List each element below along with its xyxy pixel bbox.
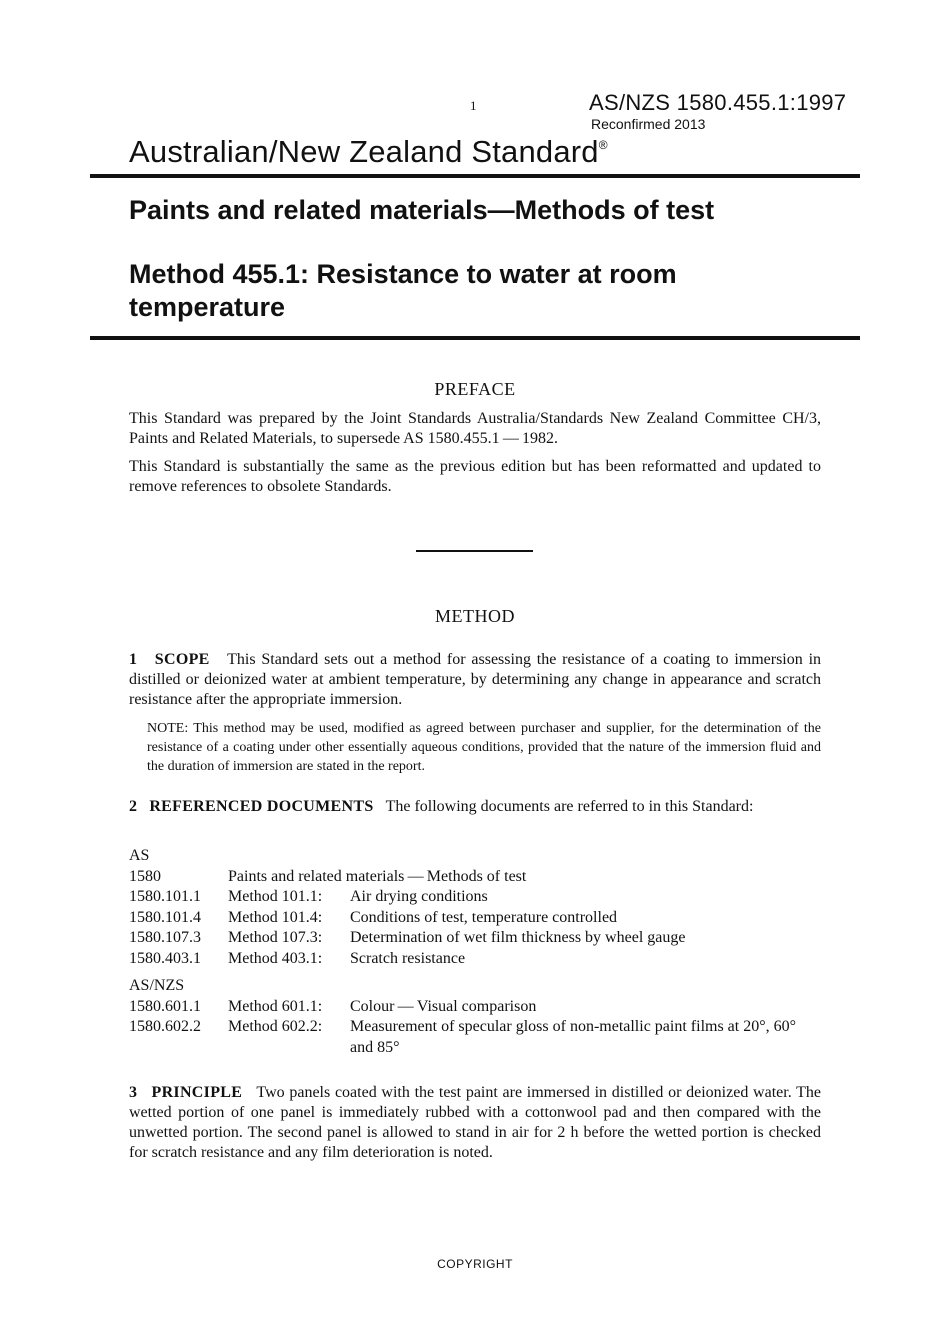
reference-method: Method 107.3: — [228, 929, 323, 946]
reference-number: 1580.602.2 — [129, 1018, 201, 1035]
references-table — [129, 846, 822, 1058]
preface-paragraph-1: This Standard was prepared by the Joint Standards Australia/Standards New Zealand Committee CH/3, Paints and Related Materials, to supersede AS 1580.455.1 — 1982. — [129, 410, 821, 447]
reference-group-as — [129, 846, 822, 969]
reference-row — [129, 997, 822, 1018]
reference-number: 1580.601.1 — [129, 997, 201, 1015]
references-number: 2 — [129, 798, 138, 815]
reference-row — [129, 887, 822, 908]
principle-heading: PRINCIPLE — [151, 1084, 243, 1101]
references-clause — [129, 797, 821, 817]
scope-clause — [129, 650, 821, 710]
reference-method: Method 601.1: — [228, 997, 323, 1015]
standard-number: AS/NZS 1580.455.1:1997 — [589, 90, 847, 115]
references-heading: REFERENCED DOCUMENTS — [149, 798, 374, 815]
title-bottom-rule — [90, 336, 860, 340]
reference-number: 1580.101.1 — [129, 888, 201, 905]
reference-group-label: AS/NZS — [129, 977, 185, 994]
section-divider — [416, 550, 533, 552]
registered-mark: ® — [598, 138, 608, 152]
document-subtitle: Method 455.1: Resistance to water at room temperature — [129, 259, 677, 322]
series-title — [129, 134, 608, 170]
preface-heading: PREFACE — [434, 379, 516, 399]
series-title-text: Australian/New Zealand Standard — [129, 134, 599, 169]
reference-number: 1580.101.4 — [129, 908, 201, 926]
reference-method: Method 101.4: — [228, 908, 323, 926]
references-text: The following documents are referred to in this Standard: — [385, 798, 754, 815]
reference-number: 1580.107.3 — [129, 929, 201, 946]
scope-text: This Standard sets out a method for assessing the resistance of a coating to immersion in distilled or deionized water at ambient temperature, by determining any change in appearance and scratch resistance after the appropriate immersion. — [129, 651, 822, 708]
reference-method: Method 602.2: — [228, 1018, 323, 1035]
method-heading: METHOD — [435, 606, 515, 626]
reference-title: Colour — Visual comparison — [350, 997, 537, 1015]
reference-number: 1580.403.1 — [129, 949, 201, 967]
reference-title: Measurement of specular gloss of non-metallic paint films at 20°, 60° and 85° — [350, 1018, 797, 1056]
reference-group-asnzs — [129, 976, 822, 1058]
document-title: Paints and related materials—Methods of test — [129, 195, 715, 225]
reference-title: Scratch resistance — [350, 949, 466, 967]
reference-row — [129, 928, 822, 949]
page-number: 1 — [470, 98, 477, 113]
principle-clause — [129, 1083, 821, 1163]
reference-title: Air drying conditions — [350, 888, 488, 905]
scope-heading: SCOPE — [154, 651, 210, 668]
scope-note: NOTE: This method may be used, modified as agreed between purchaser and supplier, for the determination of the resistance of a coating under other essentially aqueous conditions, provided that the nature of the immersion fluid and the duration of immersion are stated in the report. — [147, 721, 821, 774]
reference-number: 1580 — [129, 867, 161, 885]
reference-group-label: AS — [129, 847, 150, 864]
reference-title: Conditions of test, temperature controlled — [350, 908, 618, 926]
reconfirmed-label: Reconfirmed 2013 — [591, 116, 706, 132]
reference-method: Method 403.1: — [228, 949, 323, 967]
reference-row — [129, 867, 822, 888]
reference-row — [129, 1017, 822, 1058]
principle-number: 3 — [129, 1084, 138, 1101]
reference-method: Method 101.1: — [228, 888, 323, 905]
reference-row — [129, 949, 822, 970]
reference-title: Determination of wet film thickness by wheel gauge — [350, 929, 686, 946]
scope-number: 1 — [129, 651, 138, 668]
preface-paragraph-2: This Standard is substantially the same as the previous edition but has been reformatted and updated to remove references to obsolete Standards. — [129, 458, 821, 495]
title-top-rule — [90, 174, 860, 178]
copyright-notice: COPYRIGHT — [437, 1257, 513, 1271]
reference-row — [129, 908, 822, 929]
reference-series-title: Paints and related materials — Methods of test — [228, 867, 527, 885]
principle-text: Two panels coated with the test paint are immersed in distilled or deionized water. The wetted portion of one panel is immediately rubbed with a cottonwool pad and then compared with the unwetted portion. The second panel is allowed to stand in air for 2 h before the wetted portion is checked for scratch resistance and any film deterioration is noted. — [129, 1084, 822, 1161]
